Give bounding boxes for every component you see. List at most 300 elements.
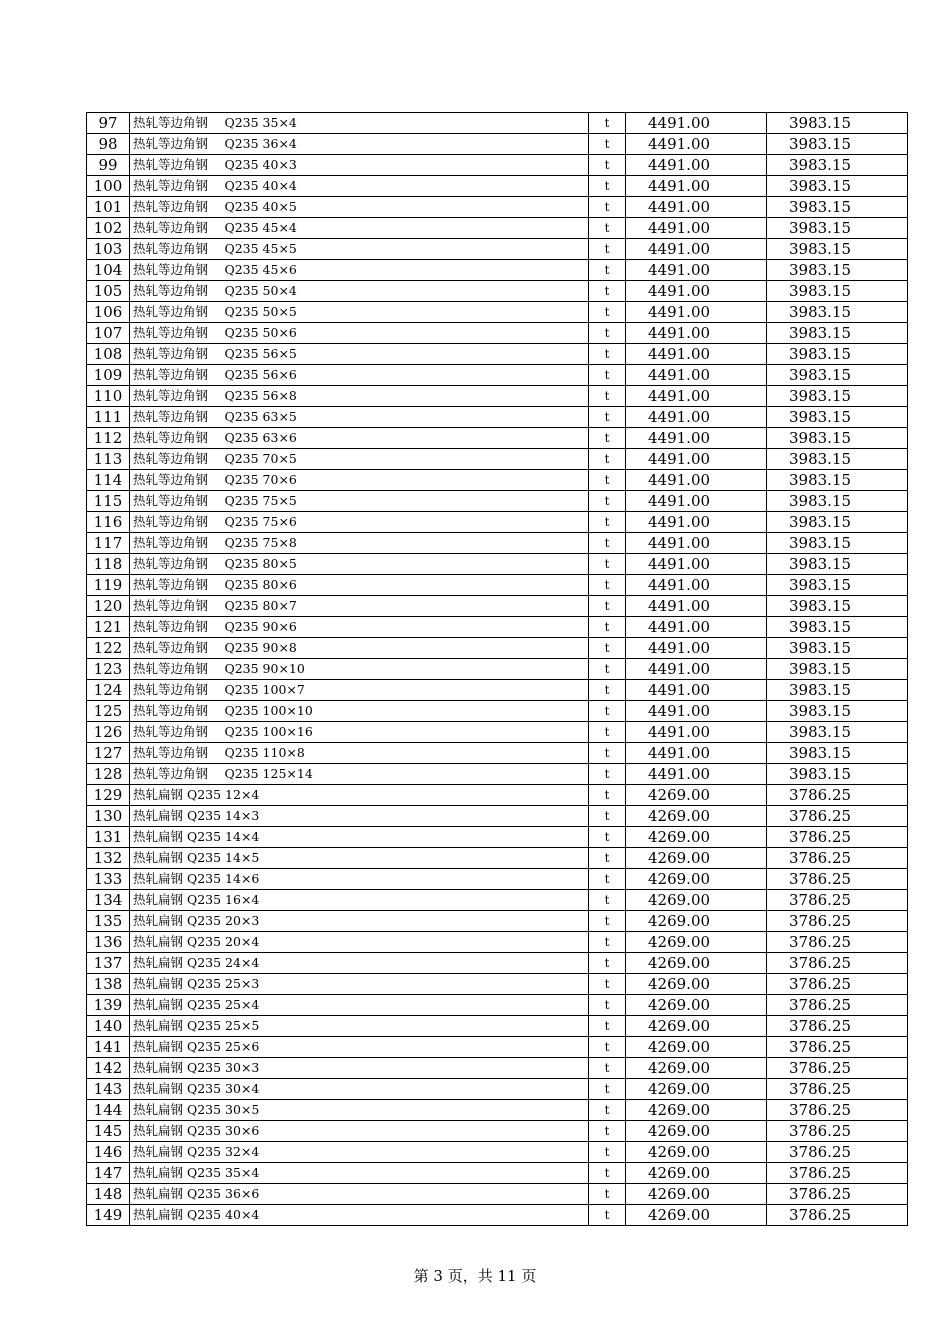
table-row	[87, 407, 908, 428]
price-excluding-tax: 3983.15	[767, 680, 908, 701]
unit: t	[589, 848, 626, 869]
price-excluding-tax: 3983.15	[767, 176, 908, 197]
price-including-tax: 4491.00	[626, 344, 767, 365]
row-number: 135	[87, 911, 130, 932]
item-name: 热轧扁钢 Q235 14×3	[130, 806, 589, 827]
table-row	[87, 1079, 908, 1100]
row-number: 99	[87, 155, 130, 176]
row-number: 111	[87, 407, 130, 428]
table-row	[87, 1100, 908, 1121]
table-row	[87, 1142, 908, 1163]
item-name: 热轧等边角钢 Q235 80×5	[130, 554, 589, 575]
table-row	[87, 701, 908, 722]
item-name: 热轧等边角钢 Q235 45×6	[130, 260, 589, 281]
price-including-tax: 4491.00	[626, 386, 767, 407]
item-name: 热轧等边角钢 Q235 56×6	[130, 365, 589, 386]
item-name: 热轧等边角钢 Q235 90×8	[130, 638, 589, 659]
row-number: 102	[87, 218, 130, 239]
unit: t	[589, 407, 626, 428]
price-excluding-tax: 3786.25	[767, 1184, 908, 1205]
row-number: 100	[87, 176, 130, 197]
table-row	[87, 260, 908, 281]
table-row	[87, 1016, 908, 1037]
table-row	[87, 974, 908, 995]
item-name: 热轧扁钢 Q235 14×6	[130, 869, 589, 890]
item-name: 热轧扁钢 Q235 20×4	[130, 932, 589, 953]
unit: t	[589, 1142, 626, 1163]
table-row	[87, 512, 908, 533]
row-number: 133	[87, 869, 130, 890]
price-excluding-tax: 3983.15	[767, 638, 908, 659]
table-row	[87, 386, 908, 407]
row-number: 119	[87, 575, 130, 596]
row-number: 145	[87, 1121, 130, 1142]
price-excluding-tax: 3983.15	[767, 113, 908, 134]
item-name: 热轧扁钢 Q235 25×5	[130, 1016, 589, 1037]
table-row	[87, 806, 908, 827]
unit: t	[589, 701, 626, 722]
unit: t	[589, 659, 626, 680]
item-name: 热轧等边角钢 Q235 63×6	[130, 428, 589, 449]
price-excluding-tax: 3786.25	[767, 995, 908, 1016]
row-number: 106	[87, 302, 130, 323]
table-row	[87, 869, 908, 890]
price-including-tax: 4491.00	[626, 617, 767, 638]
item-name: 热轧等边角钢 Q235 45×5	[130, 239, 589, 260]
table-row	[87, 134, 908, 155]
item-name: 热轧扁钢 Q235 32×4	[130, 1142, 589, 1163]
item-name: 热轧等边角钢 Q235 45×4	[130, 218, 589, 239]
item-name: 热轧等边角钢 Q235 50×4	[130, 281, 589, 302]
item-name: 热轧等边角钢 Q235 110×8	[130, 743, 589, 764]
table-row	[87, 344, 908, 365]
table-row	[87, 617, 908, 638]
price-excluding-tax: 3983.15	[767, 512, 908, 533]
item-name: 热轧等边角钢 Q235 63×5	[130, 407, 589, 428]
row-number: 126	[87, 722, 130, 743]
item-name: 热轧扁钢 Q235 25×3	[130, 974, 589, 995]
unit: t	[589, 281, 626, 302]
price-including-tax: 4491.00	[626, 407, 767, 428]
item-name: 热轧扁钢 Q235 30×5	[130, 1100, 589, 1121]
price-including-tax: 4491.00	[626, 365, 767, 386]
table-row	[87, 848, 908, 869]
item-name: 热轧扁钢 Q235 36×6	[130, 1184, 589, 1205]
price-excluding-tax: 3983.15	[767, 239, 908, 260]
unit: t	[589, 218, 626, 239]
table-row	[87, 323, 908, 344]
price-including-tax: 4491.00	[626, 533, 767, 554]
price-including-tax: 4491.00	[626, 176, 767, 197]
unit: t	[589, 428, 626, 449]
unit: t	[589, 386, 626, 407]
item-name: 热轧扁钢 Q235 35×4	[130, 1163, 589, 1184]
table-row	[87, 1163, 908, 1184]
row-number: 101	[87, 197, 130, 218]
price-including-tax: 4269.00	[626, 932, 767, 953]
item-name: 热轧等边角钢 Q235 40×4	[130, 176, 589, 197]
price-excluding-tax: 3983.15	[767, 554, 908, 575]
table-row	[87, 470, 908, 491]
price-excluding-tax: 3983.15	[767, 701, 908, 722]
unit: t	[589, 491, 626, 512]
price-excluding-tax: 3786.25	[767, 890, 908, 911]
price-including-tax: 4269.00	[626, 1037, 767, 1058]
price-excluding-tax: 3983.15	[767, 617, 908, 638]
unit: t	[589, 1079, 626, 1100]
price-excluding-tax: 3786.25	[767, 806, 908, 827]
table-row	[87, 953, 908, 974]
table-row	[87, 659, 908, 680]
price-including-tax: 4491.00	[626, 239, 767, 260]
price-excluding-tax: 3786.25	[767, 1079, 908, 1100]
row-number: 149	[87, 1205, 130, 1226]
item-name: 热轧扁钢 Q235 16×4	[130, 890, 589, 911]
price-excluding-tax: 3983.15	[767, 449, 908, 470]
item-name: 热轧等边角钢 Q235 50×5	[130, 302, 589, 323]
row-number: 123	[87, 659, 130, 680]
item-name: 热轧等边角钢 Q235 50×6	[130, 323, 589, 344]
unit: t	[589, 155, 626, 176]
row-number: 120	[87, 596, 130, 617]
price-excluding-tax: 3786.25	[767, 1142, 908, 1163]
price-including-tax: 4491.00	[626, 113, 767, 134]
row-number: 141	[87, 1037, 130, 1058]
table-row	[87, 197, 908, 218]
item-name: 热轧扁钢 Q235 24×4	[130, 953, 589, 974]
row-number: 128	[87, 764, 130, 785]
unit: t	[589, 1016, 626, 1037]
price-excluding-tax: 3786.25	[767, 827, 908, 848]
unit: t	[589, 575, 626, 596]
item-name: 热轧等边角钢 Q235 100×10	[130, 701, 589, 722]
row-number: 110	[87, 386, 130, 407]
page-footer: 第 3 页，共 11 页	[413, 1267, 537, 1285]
unit: t	[589, 1037, 626, 1058]
row-number: 105	[87, 281, 130, 302]
table-row	[87, 722, 908, 743]
price-excluding-tax: 3983.15	[767, 302, 908, 323]
price-excluding-tax: 3786.25	[767, 911, 908, 932]
price-including-tax: 4269.00	[626, 869, 767, 890]
row-number: 122	[87, 638, 130, 659]
unit: t	[589, 470, 626, 491]
item-name: 热轧等边角钢 Q235 56×8	[130, 386, 589, 407]
item-name: 热轧等边角钢 Q235 56×5	[130, 344, 589, 365]
table-row	[87, 764, 908, 785]
unit: t	[589, 953, 626, 974]
price-including-tax: 4491.00	[626, 323, 767, 344]
unit: t	[589, 911, 626, 932]
item-name: 热轧等边角钢 Q235 36×4	[130, 134, 589, 155]
table-row	[87, 365, 908, 386]
unit: t	[589, 1058, 626, 1079]
price-including-tax: 4491.00	[626, 197, 767, 218]
row-number: 132	[87, 848, 130, 869]
unit: t	[589, 1163, 626, 1184]
unit: t	[589, 176, 626, 197]
row-number: 127	[87, 743, 130, 764]
table-row	[87, 911, 908, 932]
price-including-tax: 4491.00	[626, 218, 767, 239]
unit: t	[589, 533, 626, 554]
table-row	[87, 428, 908, 449]
unit: t	[589, 554, 626, 575]
price-including-tax: 4269.00	[626, 974, 767, 995]
table-row	[87, 1205, 908, 1226]
row-number: 121	[87, 617, 130, 638]
table-row	[87, 596, 908, 617]
table-row	[87, 995, 908, 1016]
item-name: 热轧等边角钢 Q235 75×6	[130, 512, 589, 533]
price-including-tax: 4269.00	[626, 953, 767, 974]
price-including-tax: 4491.00	[626, 659, 767, 680]
price-including-tax: 4269.00	[626, 1163, 767, 1184]
table-row	[87, 575, 908, 596]
unit: t	[589, 806, 626, 827]
price-including-tax: 4491.00	[626, 449, 767, 470]
price-including-tax: 4269.00	[626, 1121, 767, 1142]
item-name: 热轧扁钢 Q235 20×3	[130, 911, 589, 932]
row-number: 97	[87, 113, 130, 134]
unit: t	[589, 323, 626, 344]
item-name: 热轧等边角钢 Q235 100×7	[130, 680, 589, 701]
price-excluding-tax: 3983.15	[767, 281, 908, 302]
item-name: 热轧等边角钢 Q235 40×5	[130, 197, 589, 218]
table-row	[87, 239, 908, 260]
row-number: 134	[87, 890, 130, 911]
unit: t	[589, 638, 626, 659]
row-number: 146	[87, 1142, 130, 1163]
price-excluding-tax: 3983.15	[767, 260, 908, 281]
unit: t	[589, 449, 626, 470]
price-including-tax: 4269.00	[626, 911, 767, 932]
row-number: 129	[87, 785, 130, 806]
row-number: 103	[87, 239, 130, 260]
price-excluding-tax: 3786.25	[767, 974, 908, 995]
unit: t	[589, 344, 626, 365]
price-including-tax: 4269.00	[626, 1142, 767, 1163]
unit: t	[589, 113, 626, 134]
item-name: 热轧扁钢 Q235 25×6	[130, 1037, 589, 1058]
price-excluding-tax: 3983.15	[767, 743, 908, 764]
price-excluding-tax: 3983.15	[767, 134, 908, 155]
item-name: 热轧等边角钢 Q235 125×14	[130, 764, 589, 785]
table-row	[87, 1037, 908, 1058]
price-including-tax: 4491.00	[626, 638, 767, 659]
unit: t	[589, 134, 626, 155]
price-including-tax: 4269.00	[626, 1079, 767, 1100]
unit: t	[589, 827, 626, 848]
price-including-tax: 4491.00	[626, 722, 767, 743]
price-including-tax: 4491.00	[626, 575, 767, 596]
item-name: 热轧扁钢 Q235 40×4	[130, 1205, 589, 1226]
price-excluding-tax: 3983.15	[767, 428, 908, 449]
price-including-tax: 4491.00	[626, 596, 767, 617]
row-number: 118	[87, 554, 130, 575]
price-excluding-tax: 3983.15	[767, 155, 908, 176]
table-row	[87, 491, 908, 512]
price-excluding-tax: 3983.15	[767, 722, 908, 743]
table-row	[87, 1121, 908, 1142]
price-including-tax: 4491.00	[626, 260, 767, 281]
row-number: 144	[87, 1100, 130, 1121]
price-excluding-tax: 3786.25	[767, 1037, 908, 1058]
price-excluding-tax: 3983.15	[767, 491, 908, 512]
item-name: 热轧等边角钢 Q235 80×7	[130, 596, 589, 617]
item-name: 热轧等边角钢 Q235 70×5	[130, 449, 589, 470]
price-excluding-tax: 3786.25	[767, 1100, 908, 1121]
unit: t	[589, 995, 626, 1016]
price-excluding-tax: 3983.15	[767, 344, 908, 365]
unit: t	[589, 302, 626, 323]
price-including-tax: 4269.00	[626, 890, 767, 911]
price-excluding-tax: 3983.15	[767, 533, 908, 554]
price-table	[86, 112, 908, 1226]
table-body	[87, 113, 908, 1226]
price-excluding-tax: 3983.15	[767, 470, 908, 491]
item-name: 热轧扁钢 Q235 12×4	[130, 785, 589, 806]
unit: t	[589, 974, 626, 995]
price-excluding-tax: 3786.25	[767, 1121, 908, 1142]
unit: t	[589, 722, 626, 743]
row-number: 109	[87, 365, 130, 386]
unit: t	[589, 1205, 626, 1226]
item-name: 热轧等边角钢 Q235 75×5	[130, 491, 589, 512]
item-name: 热轧等边角钢 Q235 75×8	[130, 533, 589, 554]
table-row	[87, 785, 908, 806]
price-excluding-tax: 3786.25	[767, 1058, 908, 1079]
row-number: 137	[87, 953, 130, 974]
unit: t	[589, 197, 626, 218]
table-row	[87, 113, 908, 134]
table-row	[87, 743, 908, 764]
row-number: 125	[87, 701, 130, 722]
item-name: 热轧扁钢 Q235 30×4	[130, 1079, 589, 1100]
row-number: 108	[87, 344, 130, 365]
price-excluding-tax: 3786.25	[767, 869, 908, 890]
table-row	[87, 890, 908, 911]
row-number: 131	[87, 827, 130, 848]
unit: t	[589, 680, 626, 701]
row-number: 112	[87, 428, 130, 449]
unit: t	[589, 617, 626, 638]
item-name: 热轧等边角钢 Q235 90×6	[130, 617, 589, 638]
price-including-tax: 4269.00	[626, 1184, 767, 1205]
row-number: 98	[87, 134, 130, 155]
item-name: 热轧扁钢 Q235 30×6	[130, 1121, 589, 1142]
unit: t	[589, 932, 626, 953]
price-excluding-tax: 3983.15	[767, 407, 908, 428]
row-number: 138	[87, 974, 130, 995]
price-excluding-tax: 3786.25	[767, 848, 908, 869]
unit: t	[589, 1100, 626, 1121]
price-excluding-tax: 3786.25	[767, 1163, 908, 1184]
unit: t	[589, 260, 626, 281]
unit: t	[589, 365, 626, 386]
price-including-tax: 4269.00	[626, 1100, 767, 1121]
price-including-tax: 4491.00	[626, 470, 767, 491]
price-excluding-tax: 3786.25	[767, 1016, 908, 1037]
price-including-tax: 4491.00	[626, 134, 767, 155]
unit: t	[589, 512, 626, 533]
row-number: 147	[87, 1163, 130, 1184]
price-including-tax: 4269.00	[626, 1016, 767, 1037]
price-excluding-tax: 3786.25	[767, 953, 908, 974]
price-excluding-tax: 3786.25	[767, 932, 908, 953]
price-excluding-tax: 3983.15	[767, 596, 908, 617]
row-number: 107	[87, 323, 130, 344]
price-excluding-tax: 3983.15	[767, 764, 908, 785]
unit: t	[589, 239, 626, 260]
unit: t	[589, 764, 626, 785]
row-number: 115	[87, 491, 130, 512]
table-row	[87, 554, 908, 575]
item-name: 热轧扁钢 Q235 14×5	[130, 848, 589, 869]
price-including-tax: 4491.00	[626, 701, 767, 722]
price-including-tax: 4491.00	[626, 428, 767, 449]
price-excluding-tax: 3983.15	[767, 197, 908, 218]
price-including-tax: 4491.00	[626, 512, 767, 533]
table-row	[87, 680, 908, 701]
price-including-tax: 4269.00	[626, 995, 767, 1016]
unit: t	[589, 596, 626, 617]
price-excluding-tax: 3983.15	[767, 365, 908, 386]
price-including-tax: 4269.00	[626, 785, 767, 806]
price-excluding-tax: 3983.15	[767, 386, 908, 407]
row-number: 117	[87, 533, 130, 554]
table-row	[87, 1184, 908, 1205]
item-name: 热轧等边角钢 Q235 35×4	[130, 113, 589, 134]
table-row	[87, 302, 908, 323]
row-number: 148	[87, 1184, 130, 1205]
price-excluding-tax: 3983.15	[767, 218, 908, 239]
price-excluding-tax: 3983.15	[767, 575, 908, 596]
price-excluding-tax: 3786.25	[767, 1205, 908, 1226]
row-number: 114	[87, 470, 130, 491]
price-including-tax: 4491.00	[626, 491, 767, 512]
price-including-tax: 4491.00	[626, 764, 767, 785]
table-row	[87, 1058, 908, 1079]
unit: t	[589, 1184, 626, 1205]
price-including-tax: 4491.00	[626, 680, 767, 701]
row-number: 136	[87, 932, 130, 953]
table-row	[87, 932, 908, 953]
table-row	[87, 533, 908, 554]
item-name: 热轧等边角钢 Q235 40×3	[130, 155, 589, 176]
item-name: 热轧等边角钢 Q235 70×6	[130, 470, 589, 491]
table-row	[87, 449, 908, 470]
table-row	[87, 281, 908, 302]
price-including-tax: 4491.00	[626, 302, 767, 323]
row-number: 130	[87, 806, 130, 827]
unit: t	[589, 869, 626, 890]
unit: t	[589, 785, 626, 806]
table-row	[87, 827, 908, 848]
price-including-tax: 4269.00	[626, 806, 767, 827]
price-including-tax: 4491.00	[626, 155, 767, 176]
price-including-tax: 4269.00	[626, 1058, 767, 1079]
table-row	[87, 218, 908, 239]
price-excluding-tax: 3786.25	[767, 785, 908, 806]
price-including-tax: 4269.00	[626, 827, 767, 848]
table-row	[87, 155, 908, 176]
item-name: 热轧等边角钢 Q235 100×16	[130, 722, 589, 743]
price-including-tax: 4269.00	[626, 848, 767, 869]
row-number: 139	[87, 995, 130, 1016]
price-including-tax: 4269.00	[626, 1205, 767, 1226]
unit: t	[589, 743, 626, 764]
